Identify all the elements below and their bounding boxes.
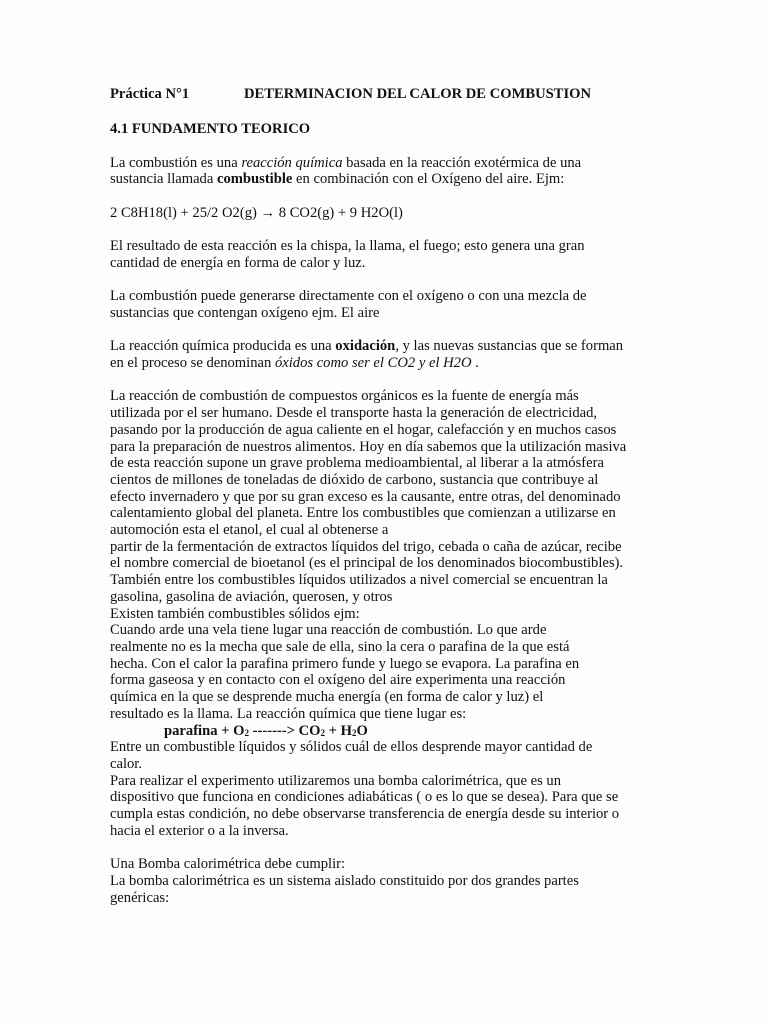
italic-term: óxidos como ser el CO2 y el H2O [274,355,472,372]
text-line: Una Bomba calorimétrica debe cumplir: [110,856,346,873]
paragraph-organic-combustion [110,388,662,722]
text-line: hacia el exterior o a la inversa. [110,822,289,839]
text-line: genéricas: [110,889,170,906]
text-line: calor. [110,755,143,772]
paragraph-oxidation [110,338,662,371]
paragraph-oxygen [110,288,662,321]
text-line: el nombre comercial de bioetanol (es el principal de los denominados biocombustibles). [110,555,624,572]
text-run: basada en la reacción exotérmica de una [342,154,582,171]
subscript: 2 [320,727,326,738]
text-run: O [356,722,368,739]
equation-paraffin [110,723,662,740]
text-line: de esta reacción supone un grave problema medioambiental, al liberar a la atmósfera [110,455,604,472]
subscript: 2 [244,727,249,738]
text-line: cientos de millones de toneladas de dióxido de carbono, sustancia que contribuye al [110,471,599,488]
text-line: La reacción de combustión de compuestos orgánicos es la fuente de energía más [110,388,579,405]
text-line: forma gaseosa y en contacto con el oxígeno del aire experimenta una reacción [110,672,566,689]
text-line: hecha. Con el calor la parafina primero funde y luego se evapora. La parafina en [110,655,580,672]
text-line: resultado es la llama. La reacción química que tiene lugar es: [110,705,467,722]
text-run: , y las nuevas sustancias que se forman [395,338,624,355]
text-line: Entre un combustible líquidos y sólidos cuál de ellos desprende mayor cantidad de [110,739,593,756]
text-line: partir de la fermentación de extractos líquidos del trigo, cebada o caña de azúcar, recibe [110,538,622,555]
text-line: para la preparación de nuestros alimentos. Hoy en día sabemos que la utilización masiva [110,438,627,455]
text-run: La reacción química producida es una [110,338,336,355]
text-line: realmente no es la mecha que sale de ella, sino la cera o parafina de la que está [110,639,570,655]
text-line: La combustión puede generarse directamente con el oxígeno o con una mezcla de [110,288,587,305]
text-line: Existen también combustibles sólidos ejm: [110,605,360,622]
text-line: efecto invernadero y que por su gran exceso es la causante, entre otras, del denominado [110,488,621,505]
text-line: Para realizar el experimento utilizaremos una bomba calorimétrica, que es un [110,772,561,789]
practice-number: Práctica N°1 [110,86,190,102]
practice-title-text: DETERMINACION DEL CALOR DE COMBUSTION [244,86,592,102]
text-run: parafina + O [164,722,245,739]
text-line: utilizada por el ser humano. Desde el transporte hasta la generación de electricidad, [110,405,598,422]
text-run: + H [325,722,352,739]
text-line: Cuando arde una vela tiene lugar una reacción de combustión. Lo que arde [110,622,547,639]
equation-octane: 2 C8H18(l) + 25/2 O2(g) → 8 CO2(g) + 9 H2O(l) [110,204,403,221]
text-run: sustancia llamada [110,171,217,188]
text-line: cantidad de energía en forma de calor y luz. [110,254,366,271]
text-line: cumpla estas condición, no debe observarse transferencia de energía desde su interior o [110,806,620,823]
bold-term: combustible [216,171,293,188]
text-line: calentamiento global del planeta. Entre los combustibles que comienzan a utilizarse en [110,505,616,522]
paragraph-experiment [110,739,662,839]
paragraph-combustion-definition [110,155,662,188]
text-line: También entre los combustibles líquidos utilizados a nivel comercial se encuentran la [110,572,608,589]
text-line: El resultado de esta reacción es la chispa, la llama, el fuego; esto genera una gran [110,238,585,255]
text-line: automoción esta el etanol, el cual al obtenerse a [110,522,389,539]
text-line: gasolina, gasolina de aviación, querosen, y otros [110,588,393,605]
practice-title [110,86,662,103]
text-line: La bomba calorimétrica es un sistema aislado constituido por dos grandes partes [110,872,579,889]
text-line: sustancias que contengan oxígeno ejm. El aire [110,304,380,321]
text-run: en combinación con el Oxígeno del aire. Ejm: [292,171,565,188]
paragraph-bomb-requirements [110,856,662,906]
text-line: pasando por la producción de agua caliente en el hogar, calefacción y en muchos casos [110,421,617,438]
text-run: . [471,355,479,372]
subscript: 2 [351,727,357,738]
text-line: química en la que se desprende mucha energía (en forma de calor y luz) el [110,689,544,706]
text-run: en el proceso se denominan [110,355,275,372]
bold-term: oxidación [335,338,396,355]
text-run: La combustión es una [110,154,242,171]
section-heading: 4.1 FUNDAMENTO TEORICO [110,121,311,137]
text-line: dispositivo que funciona en condiciones adiabáticas ( o es lo que se desea). Para que se [110,789,619,806]
document-body [110,86,662,906]
italic-term: reacción química [241,154,343,171]
text-run: -------> CO [248,722,321,739]
paragraph-result [110,238,662,271]
